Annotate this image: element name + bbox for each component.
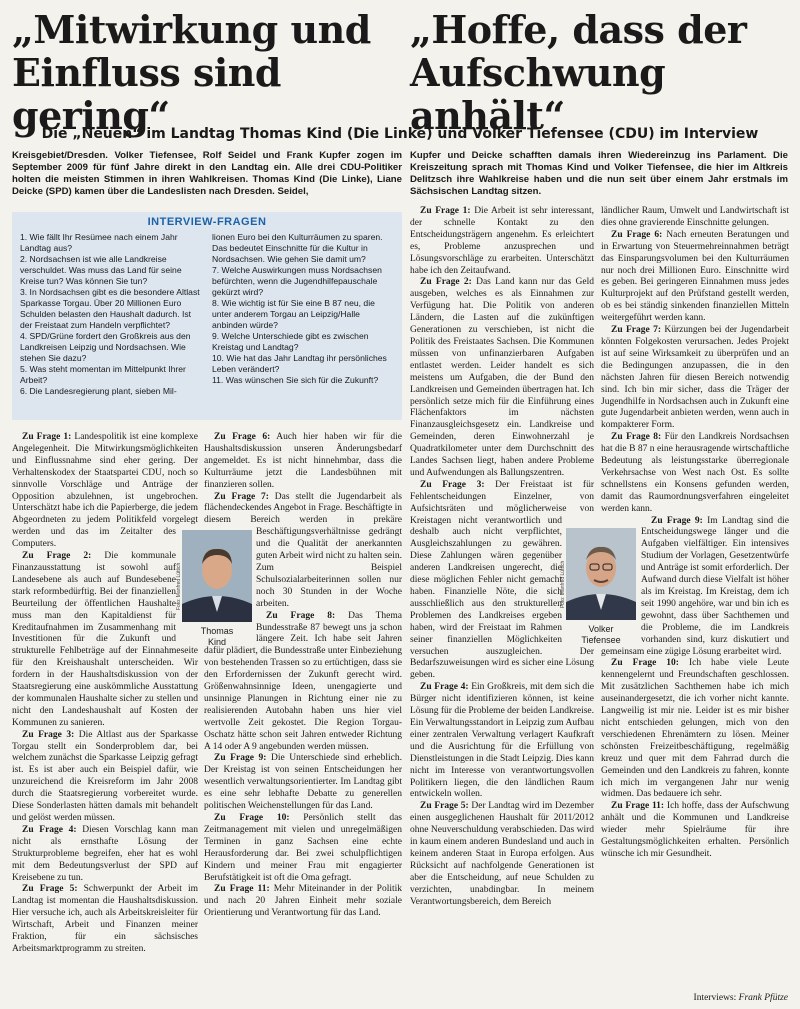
answer-text: Die Arbeit ist sehr interessant, der schnelle Kontakt zu den Entscheidungsträgern angenehm. Es erleichtert es, Probleme anzusprechen und Lösungsvorschläge zu erarbeiten. Unterschätzt habe ich den Zeitaufwand. bbox=[410, 206, 594, 276]
question-item: 11. Was wünschen Sie sich für die Zukunft? bbox=[212, 375, 379, 385]
headline-left: „Mitwirkung und Einfluss sind gering“ bbox=[12, 7, 371, 138]
question-item: 5. Was steht momentan im Mittelpunkt Ihrer Arbeit? bbox=[20, 364, 186, 385]
answer-text: Persönlich stellt das Zeitmanagement mit vielen und unregelmäßigen Terminen in ganz Sachsen eine echte Herausforderung dar. Bei zwei schulpflichtigen Kindern und meiner Frau mit engagierter Berufstätigkeit ist oft die Oma gefragt. bbox=[204, 813, 402, 883]
question-item: 9. Welche Unterschiede gibt es zwischen Kreistag und Landtag? bbox=[212, 331, 369, 352]
answer-text: ländlicher Raum, Umwelt und Landwirtschaft ist dies ohne gravierende Einschnitte gelungen. bbox=[601, 206, 789, 228]
answer-text: Die kommunale Finanzausstattung ist sowohl auf Landesebene als auch auf Bundesebene stark reformbedürftig. Bei der finanziellen Beurteilung der öffentlichen Haushalte muss man den Kapitaldienst für Kreditaufnahmen im Zusammenhang mit Investitionen für die Zukunft und strukturelle Fehlbeträge auf der Einnahmeseite für den Kreishaushalt unterscheiden. Wir fordern in der Haushaltsdiskussion von der Staatsregierung eine auskömmliche Ausstattung der kommunalen Haushalte sicher zu stellen und nicht den Landeshaushalt auf Kosten der Kommunen zu sanieren. bbox=[12, 551, 198, 728]
answer-paragraph bbox=[601, 325, 789, 432]
answer-paragraph bbox=[204, 813, 402, 884]
answers-kind-col-1 bbox=[12, 432, 198, 956]
portrait-caption-kind: Thomas Kind bbox=[200, 626, 234, 647]
question-ref: Zu Frage 7: bbox=[611, 325, 662, 336]
question-item: 1. Wie fällt Ihr Resümee nach einem Jahr Landtag aus? bbox=[20, 232, 178, 253]
answer-paragraph bbox=[601, 801, 789, 861]
question-ref: Zu Frage 2: bbox=[22, 551, 92, 562]
answer-text: Die Altlast aus der Sparkasse Torgau stellt ein Sonderproblem dar, bei welchem zunächst die Sparkasse Leipzig gefragt ist. Es ist aber auch ein Beispiel dafür, wie unzureichend die Kreisreform im Jahr 2008 durch die Staatsregierung vorbereitet wurde. Diese Sonderlasten hätten damals mit behandelt und gelöst werden müssen. bbox=[12, 729, 199, 823]
answer-paragraph bbox=[12, 884, 198, 955]
answers-kind-col-2 bbox=[204, 432, 402, 920]
question-item: 8. Wie wichtig ist für Sie eine B 87 neu, die unter anderem Torgau an Leipzig/Halle anbinden würde? bbox=[212, 298, 375, 330]
question-ref: Zu Frage 5: bbox=[22, 884, 78, 895]
answer-text: Nach erneuten Beratungen und in Erwartung von Steuermehreinnahmen beträgt das Einsparungsvolumen bei den Kulturräumen nur noch drei Millionen Euro. Einschnitte wird es geben. Bei geringeren Einnahmen muss jedes Kulturprojekt auf den Prüfstand gestellt werden, ob es bei ständig sinkenden finanziellen Mitteln weitergeführt werden kann. bbox=[601, 229, 789, 324]
question-ref: Zu Frage 2: bbox=[420, 277, 472, 288]
answer-text: Der Freistaat ist für Fehlentscheidungen Einzelner, von Aufsichtsräten und möglicherweise von Kreistagen nicht verantwortlich und deshalb auch nicht verpflichtet, Ausgleichszahlungen zu gewähren. Diese Zahlungen wären gegenüber anderen Landkreisen ungerecht, die diese möglichen Fehler nicht gemacht haben. Finanzielle Nöte, die sich ausschließlich aus den strukturellen Problemen des Landkreises ergeben haben, wird der Freistaat im Rahmen seiner finanziellen Möglichkeiten versuchen auszugleichen. Der Bedarfszuweisungen wird es sicher eine Lösung geben. bbox=[410, 479, 594, 681]
answer-text: Landespolitik ist eine komplexe Angelegenheit. Die Mitwirkungsmöglichkeiten und Einflussnahme sind eher gering. Der Verhaltenskodex der Staatspartei CDU, noch so sinnvolle Vorschläge und Anträge der Opposition abzulehnen, ist ungebrochen. Unterschätzt habe ich die Papierberge, die jedem Abgeordneten zu jedem Politikfeld vorgelegt werden und das im Zeitalter des Computers. bbox=[12, 432, 198, 550]
answer-text: Das Thema Bundesstraße 87 bewegt uns ja schon längere Zeit. Ich habe seit Jahren dafür plädiert, die Bundesstraße unter Einbeziehung von bestehenden Trassen so zu ertüchtigen, dass sie den Erfordernissen der Zukunft gerecht wird. Größenwahnsinnige Ideen, unengagierte und unsinnige Planungen in Richtung einer nie zu realisierenden Autobahn haben uns hier viel wertvolle Zeit gekostet. Die Region Torgau-Oschatz hätte schon seit Jahren entweder Richtung A 14 oder A 9 angebunden werden müssen. bbox=[204, 610, 402, 752]
lead-text-left: Kreisgebiet/Dresden. Volker Tiefensee, Rolf Seidel und Frank Kupfer zogen im September 2009 für fünf Jahre direkt in den Landtag ein. Alle drei CDU-Politiker holten die meisten Stimmen in ihren Wahlkreisen. Thomas Kind (Die Linke), Liane Deicke (SPD) kamen über die Landeslisten nach Dresden. Seidel, bbox=[12, 150, 402, 197]
question-ref: Zu Frage 10: bbox=[611, 658, 679, 669]
author-name: Frank Pfütze bbox=[738, 993, 788, 1003]
question-ref: Zu Frage 6: bbox=[214, 432, 271, 442]
answer-text: Für den Landkreis Nordsachsen hat die B 87 n eine herausragende wirtschaftliche Bedeutung als leistungsstarke überregionale Verkehrsachse von West nach Ost. Es sollte schnellstens ein Konsens gefunden werden, damit das Raumordnungsverfahren eingeleitet werden kann. bbox=[601, 432, 789, 514]
question-ref: Zu Frage 3: bbox=[420, 479, 485, 490]
portrait-thomas-kind bbox=[182, 530, 252, 622]
answer-text: Ich hoffe, dass der Aufschwung anhält und die Kommunen und Landkreise wieder mehr Spielräume für ihre Gestaltungsmöglichkeiten erhalten. Persönlich wünsche ich mir Gesundheit. bbox=[601, 801, 789, 859]
question-item: 3. In Nordsachsen gibt es die besondere Altlast Sparkasse Torgau. Über 20 Millionen Euro Schulden belasten den Haushalt dadurch. Ist der Freistaat zum Handeln verpflichtet? bbox=[20, 287, 200, 330]
answer-text: Mehr Miteinander in der Politik und nach 20 Jahren Einheit mehr soziale Orientierung und Verantwortung für das Land. bbox=[204, 884, 403, 919]
answer-paragraph bbox=[12, 551, 198, 730]
answer-paragraph bbox=[12, 825, 198, 885]
answer-paragraph bbox=[410, 682, 594, 801]
question-ref: Zu Frage 4: bbox=[22, 824, 77, 835]
answer-paragraph bbox=[12, 432, 198, 551]
answer-paragraph bbox=[204, 884, 402, 920]
answer-paragraph bbox=[410, 801, 594, 908]
question-item: 7. Welche Auswirkungen muss Nordsachsen befürchten, wenn die Jugendhilfepauschale gekürzt wird? bbox=[212, 265, 382, 297]
question-item: 2. Nordsachsen ist wie alle Landkreise verschuldet. Was muss das Land für seine Kreise tun? Was können Sie tun? bbox=[20, 254, 182, 286]
answer-text: Die Unterschiede sind erheblich. Der Kreistag ist von seinen Entscheidungen her wesentlich verwaltungsorientierter. Im Landtag gibt es eine sehr lebhafte Debatte zu generellen politischen Weichenstellungen für das Land. bbox=[204, 753, 403, 812]
question-ref: Zu Frage 11: bbox=[611, 801, 665, 812]
answer-text: Ich habe viele Leute kennengelernt und Freundschaften geschlossen. Mit zusätzlichen Sachthemen habe ich mich auseinandergesetzt, die ich vorher nicht kannte. Langweilig ist mir nie. Leider ist es mir bisher nicht entschieden gelungen, mich von den verschiedenen Ehrenämtern zu lösen. Meiner schönsten Freizeitbeschäftigung, regelmäßig kreuz und quer mit dem Fahrrad durch die Gemeinden und den Landkreis zu fahren, konnte ich mich im vergangenen Jahr nur wenig widmen. Das bedauere ich sehr. bbox=[601, 658, 789, 800]
answer-paragraph bbox=[410, 206, 594, 277]
question-ref: Zu Frage 10: bbox=[214, 813, 290, 823]
answer-paragraph bbox=[601, 432, 789, 515]
question-item: 4. SPD/Grüne fordert den Großkreis aus den Landkreisen Leipzig und Nordsachsen. Wie stehen Sie dazu? bbox=[20, 331, 191, 363]
answer-text: Diesen Vorschlag kann man nicht als ernsthafte Lösung der Strukturprobleme begreifen, eher hat es wohl mit dem Bedeutungsverlust der SPD auf Kreisebene zu tun. bbox=[12, 824, 198, 883]
answer-text: Das stellt die Jugendarbeit als flächendeckendes Angebot in Frage. Beschäftigte in diesem Bereich werden in prekäre Beschäftigungsverhältnisse gedrängt und die Qualität der anerkannten guten Arbeit wird nicht zu halten sein. Zum Beispiel Schulsozialarbeiterinnen sollen nur noch 30 Stunden in der Woche arbeiten. bbox=[204, 491, 402, 609]
question-ref: Zu Frage 5: bbox=[420, 801, 469, 812]
subheadline: Die „Neuen“ im Landtag Thomas Kind (Die Linke) und Volker Tiefensee (CDU) im Interview bbox=[41, 126, 759, 142]
lead-text-right: Kupfer und Deicke schafften damals ihren Wiedereinzug ins Parlament. Die Kreiszeitung sprach mit Thomas Kind und Volker Tiefensee, die hier im Altkreis Delitzsch ihre Wahlkreise haben und die nun seit über einem Jahr erstmals im Sächsischen Landtag sitzen. bbox=[410, 150, 788, 197]
question-ref: Zu Frage 8: bbox=[266, 610, 336, 621]
question-ref: Zu Frage 4: bbox=[420, 682, 469, 693]
answer-text: Das Land kann nur das Geld ausgeben, welches es als Einnahmen zur Verfügung hat. Die Politik von anderen Ländern, die Lasten auf die zukünftigen Generationen zu verschieben, ist nicht die Politik des Freistaates Sachsen. Die Kommunen müssen von unfinanzierbaren Aufgaben entlastet werden. Leider handelt es sich meistens um Aufgaben, die der Bund den Landkreisen und Gemeinden übertragen hat. Ich persönlich setze mich für die Einführung eines Flächenfaktors im nächsten Finanzausgleichsgesetz ein. Landkreise und Gemeinden, deren Einwohnerzahl je Quadratkilometer unter dem Durchschnitt des Landes Sachsen liegt, haben andere Probleme und Aufwendungen als Ballungszentren. bbox=[410, 277, 594, 478]
answer-text: Ein Großkreis, mit dem sich die Bürger nicht identifizieren können, ist keine Lösung für die Probleme der beiden Landkreise. Ein Verwaltungsstandort in Leipzig zum Aufbau einer zentralen Verwaltung verlagert Kaufkraft und die Ausrichtung für die Erfüllung von Dienstleistungen in die Stadt Leipzig. Dies kann nicht im Interesse von verantwortungsvollen Politikern liegen, die den ländlichen Raum entwickeln wollen. bbox=[410, 682, 594, 800]
question-ref: Zu Frage 9: bbox=[214, 753, 267, 764]
question-ref: Zu Frage 9: bbox=[651, 515, 703, 526]
question-item: lionen Euro bei den Kulturräumen zu sparen. Das bedeutet Einschnitte für die Kultur in Nordsachsen. Wie gehen Sie damit um? bbox=[212, 232, 383, 264]
answer-text: Im Landtag sind die Entscheidungswege länger und die Aufgaben vielfältiger. Ein intensives Studium der Vorlagen, Gesetzentwürfe und Anträge ist somit erforderlich. Der Aufwand durch diese Vielfalt ist höher als im Kreistag. Im Kreistag, dem ich seit 1990 angehöre, war und bin ich es gewohnt, dass über Sachthemen und die Probleme, die im Landkreis vorhanden sind, kurz diskutiert und gemeinsam eine zügige Lösung erarbeitet wird. bbox=[601, 515, 789, 657]
answer-text: Schwerpunkt der Arbeit im Landtag ist momentan die Haushaltsdiskussion. Hier versuche ich, auch als Arbeitskreisleiter für Wirtschaft, Arbeit und Finanzen meiner Fraktion, für ein sächsisches Arbeitsmarktprogramm zu streiten. bbox=[12, 884, 198, 954]
photo-credit-right: Foto: Manfred Lüttich bbox=[560, 560, 566, 608]
interview-questions-box bbox=[12, 212, 402, 420]
question-ref: Zu Frage 8: bbox=[611, 432, 662, 443]
portrait-volker-tiefensee bbox=[566, 528, 636, 620]
answer-text: Kürzungen bei der Jugendarbeit könnten Folgekosten verursachen. Jedes Projekt ist auf seine Wirksamkeit zu überprüfen und an die Bedingungen anzupassen, die in den nächsten Jahren für diesen Bereich notwendig sind. Ich bin mir sicher, dass die Träger der Jugendhilfe in Nordsachsen auch in Zukunft eine gute Jugendarbeit anbieten werden, wenn auch in kompakterer Form. bbox=[601, 325, 789, 431]
answer-paragraph bbox=[601, 658, 789, 801]
questions-col-1 bbox=[20, 232, 202, 397]
author-label: Interviews: bbox=[693, 993, 737, 1003]
question-ref: Zu Frage 11: bbox=[214, 884, 270, 895]
answer-paragraph bbox=[204, 753, 402, 813]
author-credit bbox=[694, 993, 788, 1003]
answer-paragraph bbox=[12, 730, 198, 825]
question-ref: Zu Frage 1: bbox=[420, 206, 471, 216]
answer-paragraph bbox=[601, 230, 789, 325]
answer-text: Auch hier haben wir für die Haushaltsdiskussion unseren Änderungsbedarf angemeldet. Es ist nicht hinnehmbar, dass die Kulturräume jetzt die Landesbühnen mit finanzieren sollen. bbox=[204, 432, 402, 490]
question-item: 6. Die Landesregierung plant, sieben Mil- bbox=[20, 386, 177, 396]
photo-credit-left: Foto: Manfred Lüttich bbox=[176, 562, 182, 610]
answer-paragraph bbox=[204, 432, 402, 492]
answer-text: Der Landtag wird im Dezember einen ausgeglichenen Haushalt für 2011/2012 ohne Neuverschuldung verabschieden. Das wird in kaum einem anderen Bundesland und auch in keinem anderen Staat in Europa erfolgen. Aus Rücksicht auf nachfolgende Generationen ist aber die Entscheidung, auf neue Schulden zu verzichten, unabdingbar. In meinem Verantwortungsbereich, dem Bereich bbox=[410, 801, 594, 907]
question-ref: Zu Frage 6: bbox=[611, 229, 663, 240]
answer-paragraph bbox=[410, 277, 594, 479]
answer-paragraph bbox=[601, 206, 789, 230]
portrait-caption-tiefensee: Volker Tiefensee bbox=[581, 624, 621, 645]
questions-col-2 bbox=[212, 232, 394, 397]
question-ref: Zu Frage 1: bbox=[22, 432, 72, 442]
box-title: INTERVIEW-FRAGEN bbox=[147, 216, 267, 228]
question-ref: Zu Frage 3: bbox=[22, 729, 75, 740]
question-item: 10. Wie hat das Jahr Landtag ihr persönliches Leben verändert? bbox=[212, 353, 387, 374]
question-ref: Zu Frage 7: bbox=[214, 491, 269, 502]
headline-right: „Hoffe, dass der Aufschwung anhält“ bbox=[410, 7, 747, 138]
